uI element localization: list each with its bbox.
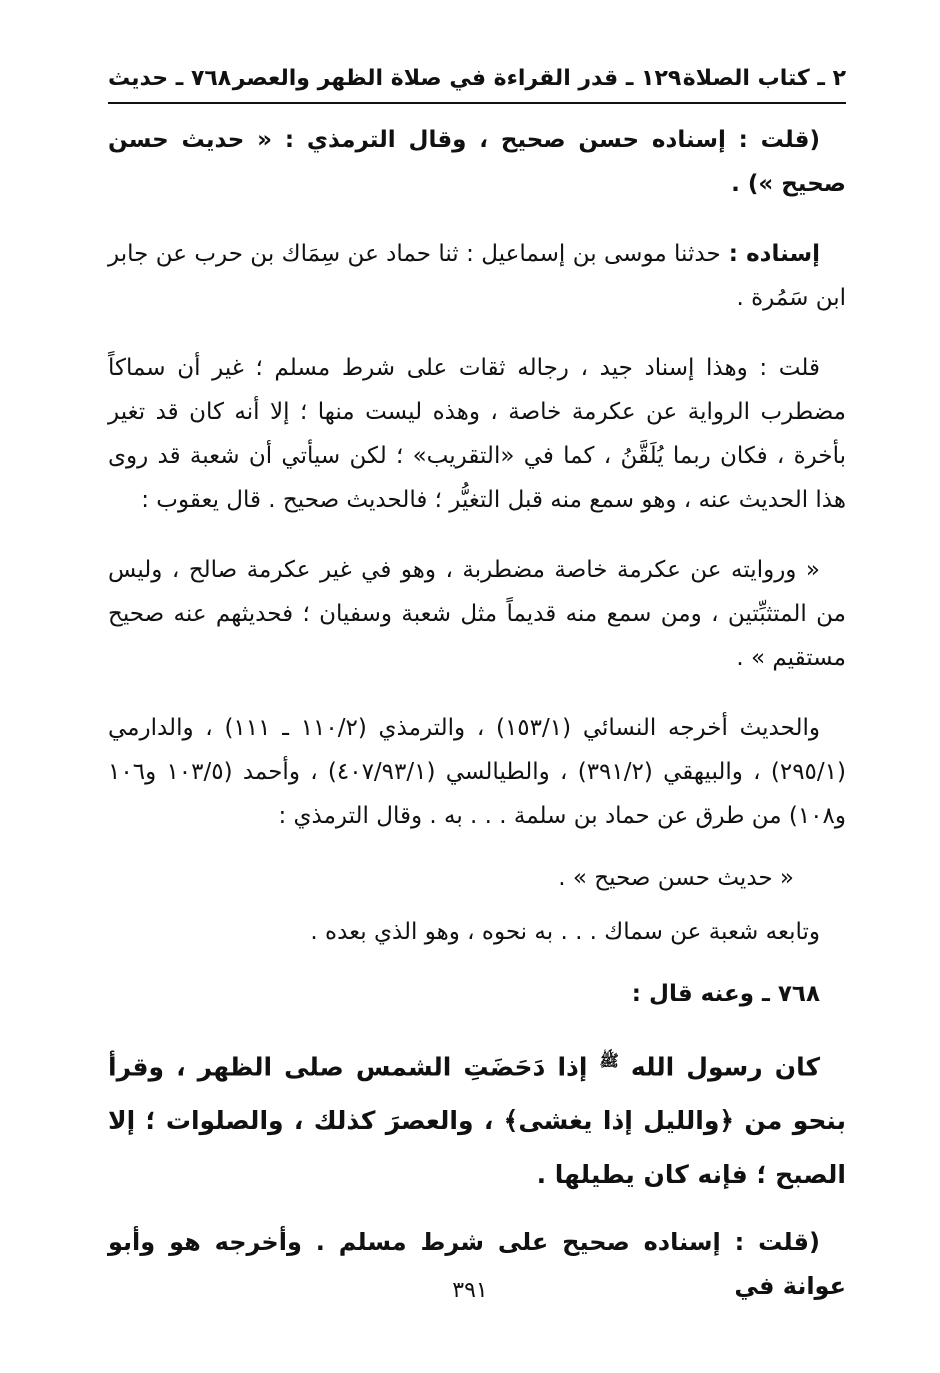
tirmidhi-quote: « حديث حسن صحيح » . (558, 865, 794, 891)
isnad-label: إسناده : (720, 241, 821, 267)
takhrij-paragraph: والحديث أخرجه النسائي (١٥٣/١) ، والترمذي (١١٠/٢ ـ ١١١) ، والدارمي (٢٩٥/١) ، والبيهقي (٣٩١/٢) ، والطيالسي (٤٠٧/٩٣/١) ، وأحمد (١٠٣/٥ و١٠٦ و١٠٨) من طرق عن حماد بن سلمة . . . به . وقال الترمذي : (108, 715, 846, 829)
quote-paragraph: « وروايته عن عكرمة خاصة مضطربة ، وهو في غير عكرمة صالح ، وليس من المتثبِّتين ، ومن سمع منه قديماً مثل شعبة وسفيان ؛ فحديثهم عنه صحيح مستقيم » . (108, 557, 846, 671)
verdict-paragraph: (قلت : إسناده حسن صحيح ، وقال الترمذي : « حديث حسن صحيح ») . (108, 127, 846, 197)
page-content (108, 118, 846, 1308)
hadith-text-part-2: إذا دَحَضَتِ الشمس صلى الظهر ، وقرأ بنحو من ﴿والليل إذا يغشى﴾ ، والعصرَ كذلك ، والصلوات ؛ إلا الصبح ؛ فإنه كان يطيلها . (108, 1052, 846, 1190)
header-chapter-title: ١٢٩ ـ قدر القراءة في صلاة الظهر والعصر (232, 66, 682, 91)
page-number: ٣٩١ (452, 1278, 488, 1303)
header-hadith-number: ٧٦٨ ـ حديث (108, 66, 232, 91)
isnad-text: حدثنا موسى بن إسماعيل : ثنا حماد عن سِمَاك بن حرب عن جابر ابن سَمُرة . (108, 241, 846, 311)
book-page (108, 62, 846, 1308)
grading-paragraph: (قلت : إسناده صحيح على شرط مسلم . وأخرجه هو وأبو عوانة في (108, 1228, 846, 1301)
hadith-text-part-1: كان رسول الله (618, 1052, 820, 1082)
hadith-heading: ٧٦٨ ـ وعنه قال : (631, 981, 820, 1007)
mutabaa-paragraph: وتابعه شعبة عن سماك . . . به نحوه ، وهو الذي بعده . (310, 919, 820, 945)
running-header (108, 62, 846, 104)
salawat-symbol-icon: ﷺ (599, 1051, 619, 1070)
commentary-paragraph: قلت : وهذا إسناد جيد ، رجاله ثقات على شرط مسلم ؛ غير أن سماكاً مضطرب الرواية عن عكرمة خاصة ، وهذه ليست منها ؛ إلا أنه كان قد تغير بأخرة ، فكان ربما يُلَقَّنُ ، كما في «التقريب» ؛ لكن سيأتي أن شعبة قد روى هذا الحديث عنه ، وهو سمع منه قبل التغيُّر ؛ فالحديث صحيح . قال يعقوب : (108, 355, 846, 513)
isnad-paragraph (108, 232, 846, 320)
hadith-text (108, 1034, 846, 1202)
header-book-title: ٢ ـ كتاب الصلاة (682, 66, 846, 91)
